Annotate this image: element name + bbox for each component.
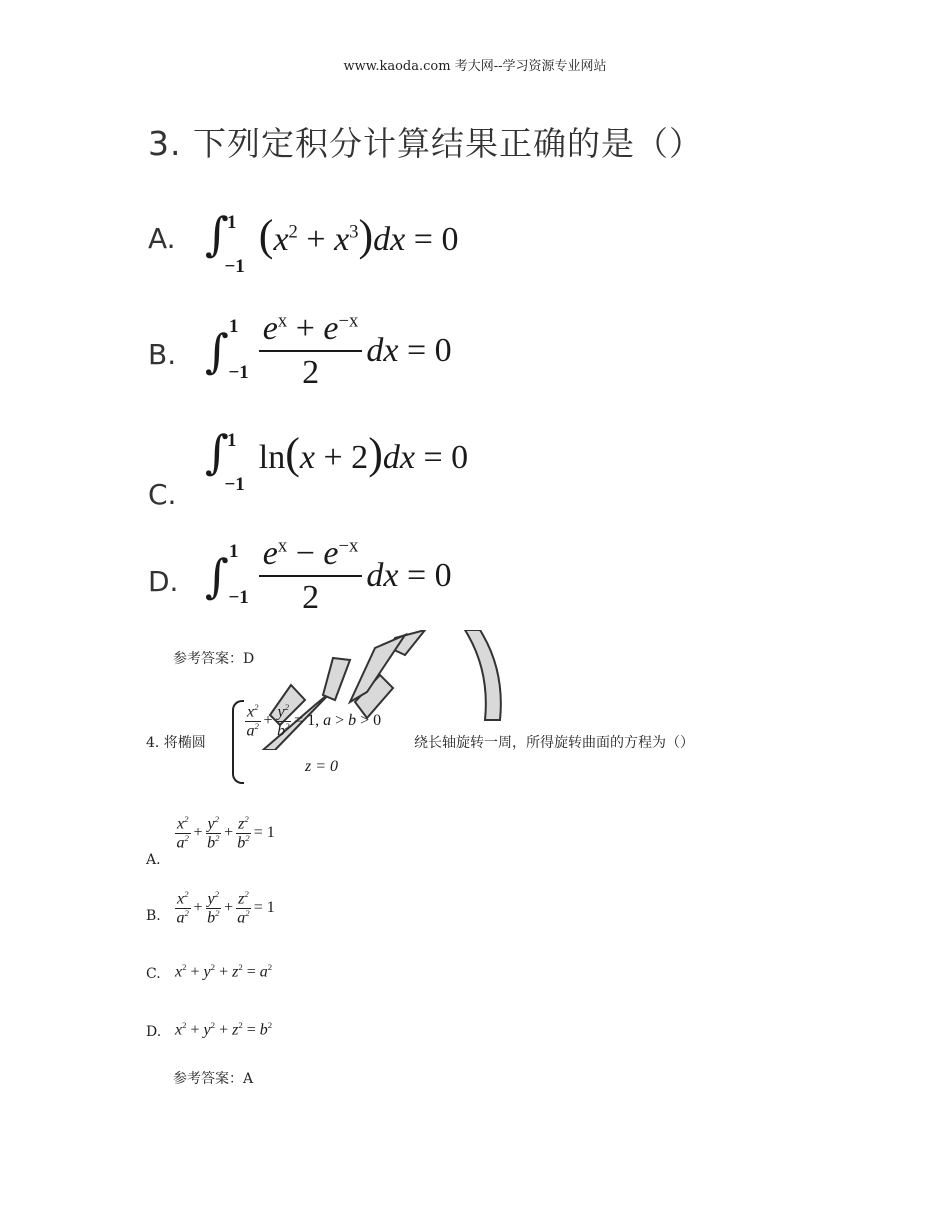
q3-option-d: D.	[148, 565, 179, 598]
q4-prefix: 4. 将椭圆	[146, 735, 206, 751]
q4-option-c-formula: $x^2 + y^2 + z^2 = a^2$	[175, 962, 273, 981]
q3-option-b-formula: ∫ 1 −1 $\frac{e^x + e^{-x}}{2}$ dx = 0	[205, 310, 452, 391]
q4-option-b-formula: $\frac{x^2}{a^2}$ + $\frac{y^2}{b^2}$ + $\frac{z^2}{a^2}$ = 1	[176, 889, 275, 927]
q4-suffix: 绕长轴旋转一周，所得旋转曲面的方程为（）	[414, 735, 694, 751]
q4-answer: 参考答案：A	[173, 1071, 254, 1087]
q4-option-a-formula: $\frac{x^2}{a^2}$ + $\frac{y^2}{b^2}$ + $\frac{z^2}{b^2}$ = 1	[176, 814, 275, 852]
q3-option-c-formula: ∫$^1_{-1}$ln(x + 2)dx = 0	[205, 425, 469, 495]
q4-brace	[232, 700, 244, 784]
q4-system-line1: $\frac{x^2}{a^2}$ + $\frac{y^2}{b^2}$ = 1, a > b > 0	[246, 702, 382, 740]
q3-option-d-formula: ∫ 1 −1 $\frac{e^x - e^{-x}}{2}$ dx = 0	[205, 535, 452, 616]
q3-answer: 参考答案：D	[173, 651, 255, 667]
q4-option-b-letter: B.	[146, 908, 161, 924]
q3-option-b: B.	[148, 338, 177, 371]
q4-option-c-letter: C.	[146, 966, 161, 982]
question-3-title: 3. 下列定积分计算结果正确的是（）	[148, 124, 703, 163]
q3-option-c: C.	[148, 478, 177, 511]
q4-option-a-letter: A.	[146, 852, 161, 868]
page-header: www.kaoda.com 考大网--学习资源专业网站	[343, 59, 607, 74]
q4-option-d-letter: D.	[146, 1024, 162, 1040]
q3-option-a	[148, 222, 176, 255]
option-letter: A.	[148, 222, 176, 255]
q3-option-a-formula: $\int^1_{-1}(x^2 + x^3)dx = 0$	[205, 207, 459, 277]
q4-option-d-formula: $x^2 + y^2 + z^2 = b^2$	[175, 1020, 273, 1039]
q4-system-line2: z = 0	[305, 758, 339, 775]
